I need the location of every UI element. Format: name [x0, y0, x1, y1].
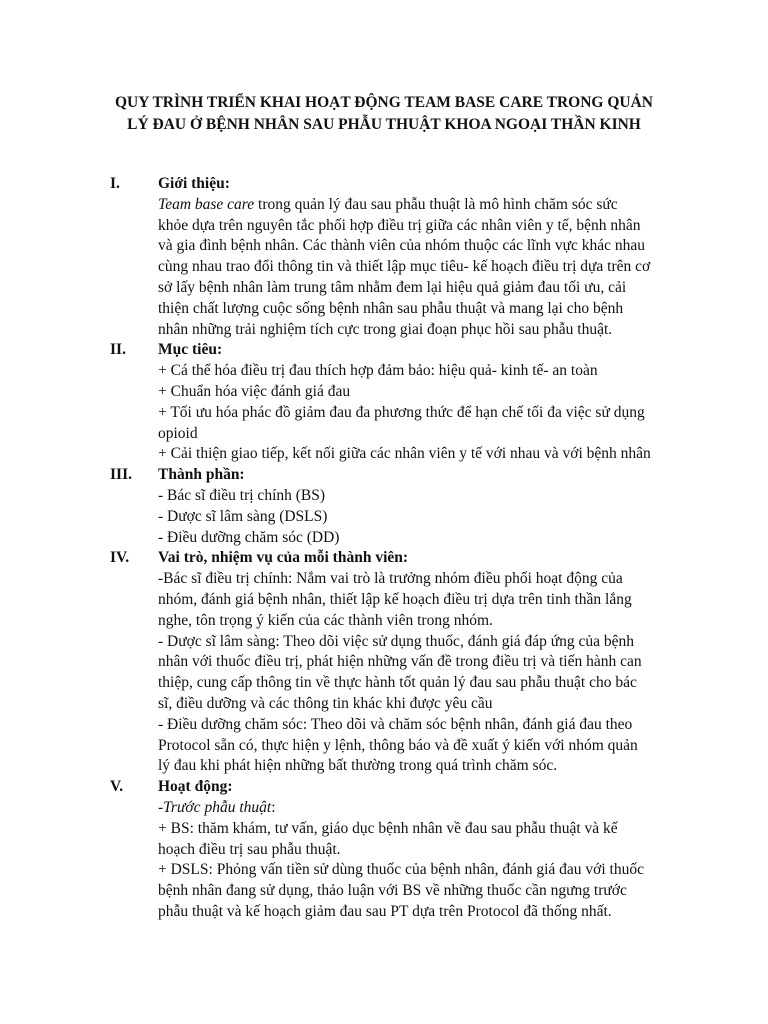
paragraph-line: thiện chất lượng cuộc sống bệnh nhân sau phẫu thuật và mang lại cho bệnh [158, 299, 624, 317]
list-item: + Chuẩn hóa việc đánh giá đau [158, 382, 351, 400]
paragraph-line: nhân những trải nghiệm tích cực trong giai đoạn phục hồi sau phẫu thuật. [158, 320, 613, 338]
paragraph-line: - Điều dưỡng chăm sóc: Theo dõi và chăm sóc bệnh nhân, đánh giá đau theo [158, 715, 633, 733]
section-number: IV. [110, 549, 130, 567]
list-item: - Điều dưỡng chăm sóc (DD) [158, 528, 340, 546]
paragraph-line: Team base care trong quản lý đau sau phẫu thuật là mô hình chăm sóc sức [158, 195, 618, 213]
paragraph-line: khỏe dựa trên nguyên tắc phối hợp điều trị giữa các nhân viên y tế, bệnh nhân [158, 216, 641, 234]
paragraph-line: + DSLS: Phỏng vấn tiền sử dùng thuốc của bệnh nhân, đánh giá đau với thuốc [158, 861, 644, 879]
section-heading: Vai trò, nhiệm vụ của mỗi thành viên: [158, 549, 409, 567]
section-number: III. [110, 466, 132, 484]
document-title [80, 92, 688, 136]
list-item: - Dược sĩ lâm sàng (DSLS) [158, 507, 328, 525]
section-objectives [110, 340, 690, 465]
paragraph-line: phẫu thuật và kế hoạch giảm đau sau PT dựa trên Protocol đã thống nhất. [158, 902, 612, 920]
list-item: - Bác sĩ điều trị chính (BS) [158, 486, 326, 504]
paragraph-line: sở lấy bệnh nhân làm trung tâm nhằm đem lại hiệu quả giảm đau tối ưu, cải [158, 278, 627, 296]
paragraph-line: sĩ, điều dưỡng và các thông tin khác khi được yêu cầu [158, 694, 493, 712]
section-activities [110, 777, 690, 923]
sections [110, 174, 690, 923]
title-line-2: LÝ ĐAU Ở BỆNH NHÂN SAU PHẪU THUẬT KHOA NGOẠI THẦN KINH [127, 116, 641, 133]
subsection-heading: -Trước phẫu thuật: [158, 798, 276, 816]
section-roles [110, 548, 690, 777]
list-item: + Tối ưu hóa phác đồ giảm đau đa phương thức để hạn chế tối đa việc sử dụng [158, 403, 645, 421]
section-introduction [110, 174, 690, 340]
section-members [110, 465, 690, 548]
section-number: II. [110, 341, 126, 359]
paragraph-line: cùng nhau trao đổi thông tin và thiết lập mục tiêu- kế hoạch điều trị dựa trên cơ [158, 258, 651, 276]
section-number: I. [110, 175, 120, 192]
paragraph-line: nhóm, đánh giá bệnh nhân, thiết lập kế hoạch điều trị dựa trên tinh thần lắng [158, 590, 632, 608]
list-item: opioid [158, 424, 198, 442]
emphasis-text: -Trước phẫu thuật [158, 798, 272, 816]
emphasis-text: Team base care [158, 195, 255, 213]
paragraph-line: nghe, tôn trọng ý kiến của các thành viên trong nhóm. [158, 611, 493, 629]
section-heading: Hoạt động: [158, 778, 233, 796]
section-heading: Mục tiêu: [158, 341, 223, 359]
paragraph-line: nhân với thuốc điều trị, phát hiện những vấn đề trong điều trị và tiến hành can [158, 653, 642, 671]
section-heading: Giới thiệu: [158, 175, 230, 192]
paragraph-line: lý đau khi phát hiện những bất thường trong quá trình chăm sóc. [158, 757, 558, 775]
paragraph-line: bệnh nhân đang sử dụng, thảo luận với BS về những thuốc cần ngưng trước [158, 882, 627, 900]
section-number: V. [110, 778, 124, 796]
paragraph-line: Protocol sẵn có, thực hiện y lệnh, thông báo và đề xuất ý kiến với nhóm quản [158, 736, 638, 754]
title-line-1: QUY TRÌNH TRIỂN KHAI HOẠT ĐỘNG TEAM BASE CARE TRONG QUẢN [115, 94, 653, 111]
paragraph-line: và gia đình bệnh nhân. Các thành viên của nhóm thuộc các lĩnh vực khác nhau [158, 237, 646, 255]
paragraph-line: hoạch điều trị sau phẫu thuật. [158, 840, 341, 858]
paragraph-line: -Bác sĩ điều trị chính: Nắm vai trò là trưởng nhóm điều phối hoạt động của [158, 570, 623, 588]
paragraph-line: thiệp, cung cấp thông tin về thực hành tốt quản lý đau sau phẫu thuật cho bác [158, 674, 637, 692]
paragraph-line: - Dược sĩ lâm sàng: Theo dõi việc sử dụng thuốc, đánh giá đáp ứng của bệnh [158, 632, 635, 650]
section-heading: Thành phần: [158, 466, 245, 484]
list-item: + Cải thiện giao tiếp, kết nối giữa các nhân viên y tế với nhau và với bệnh nhân [158, 445, 651, 463]
paragraph-line: + BS: thăm khám, tư vấn, giáo dục bệnh nhân về đau sau phẫu thuật và kế [158, 819, 618, 837]
list-item: + Cá thể hóa điều trị đau thích hợp đảm bảo: hiệu quả- kinh tế- an toàn [158, 362, 598, 380]
